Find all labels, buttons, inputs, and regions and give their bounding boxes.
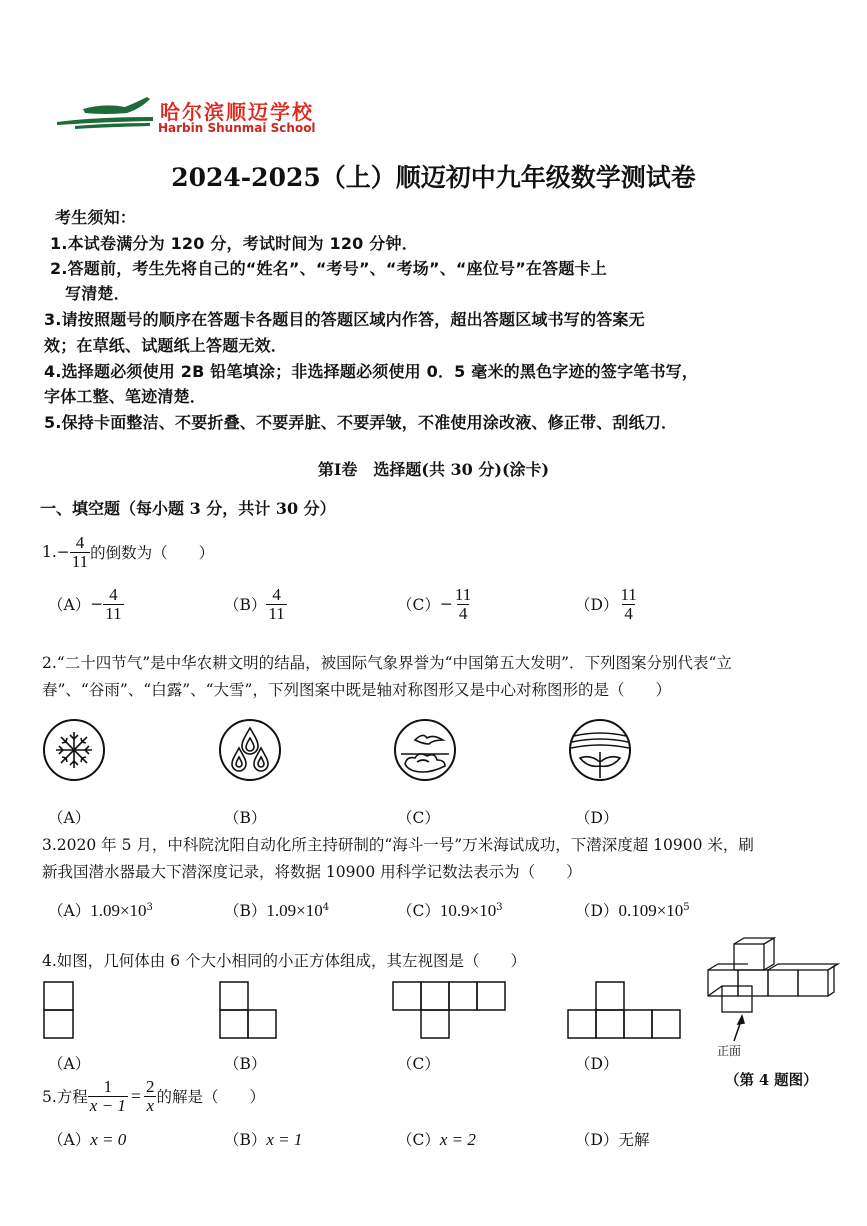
option-label: （C） xyxy=(397,902,440,920)
option-fraction xyxy=(103,586,123,623)
q1-option-a[interactable] xyxy=(48,586,124,623)
q1-num: 4 xyxy=(75,533,85,552)
q4-option-c[interactable]: （C） xyxy=(397,1055,440,1073)
q5-rhs-num: 2 xyxy=(145,1077,155,1096)
q3-line-2: 新我国潜水器最大下潜深度记录，将数据 10900 用科学记数法表示为（ ） xyxy=(42,863,582,881)
option-exp: 4 xyxy=(322,901,330,913)
q4-option-b-view xyxy=(220,982,278,1040)
option-text: 无解 xyxy=(618,1131,650,1149)
q2-line-1: 2.“二十四节气”是中华农耕文明的结晶，被国际气象界誉为“中国第五大发明”．下列图案分别代表“立 xyxy=(42,654,732,672)
q2-option-d[interactable]: （D） xyxy=(575,809,619,827)
option-base: 1.09×10 xyxy=(90,901,147,920)
q1-neg: − xyxy=(56,543,70,562)
q4-option-d[interactable]: （D） xyxy=(575,1055,619,1073)
q5-rhs-fraction xyxy=(144,1078,157,1115)
option-den: 11 xyxy=(268,603,285,623)
option-base: 0.109×10 xyxy=(618,901,684,920)
q4-option-c-view xyxy=(393,982,507,1040)
q5-lhs-den: x − 1 xyxy=(89,1095,126,1115)
option-label: （D） xyxy=(575,596,619,615)
q4-front-label: 正面 xyxy=(717,1044,742,1058)
exam-title: 2024-2025（上）顺迈初中九年级数学测试卷 xyxy=(171,163,696,192)
q4-option-a[interactable]: （A） xyxy=(48,1055,91,1073)
section-title: 一、填空题（每小题 3 分，共计 30 分） xyxy=(40,499,336,518)
q1-prefix: 1. xyxy=(42,543,57,562)
q5-option-c[interactable] xyxy=(397,1128,476,1150)
notice-line-4: 4.选择题必须使用 2B 铅笔填涂；非选择题必须使用 0．5 毫米的黑色字迹的签字笔书写， xyxy=(44,362,699,381)
q2-option-b[interactable]: （B） xyxy=(224,809,267,827)
option-den: 4 xyxy=(624,603,633,623)
q5-option-b[interactable] xyxy=(224,1128,302,1150)
q3-option-b[interactable] xyxy=(224,899,329,921)
q5-rhs-den: x xyxy=(146,1095,154,1115)
option-fraction xyxy=(618,586,638,623)
school-logo xyxy=(55,95,155,135)
option-fraction xyxy=(266,586,286,623)
option-base: 10.9×10 xyxy=(439,901,497,920)
option-label: （B） xyxy=(224,596,267,615)
q1-den: 11 xyxy=(71,551,89,571)
wheat-lines-icon xyxy=(568,718,632,782)
option-label: （A） xyxy=(48,596,91,615)
q4-text: 4.如图，几何体由 6 个大小相同的小正方体组成，其左视图是（ ） xyxy=(42,952,527,970)
notice-line-3: 3.请按照题号的顺序在答题卡各题目的答题区域内作答，超出答题区域书写的答案无 xyxy=(44,310,645,329)
option-exp: 3 xyxy=(146,901,153,913)
q1-option-d[interactable] xyxy=(575,586,639,623)
option-num: 4 xyxy=(109,585,118,604)
option-den: 4 xyxy=(458,603,468,623)
q5-prefix: 5.方程 xyxy=(42,1088,88,1107)
q1-option-c[interactable] xyxy=(397,586,473,623)
q5-option-d[interactable] xyxy=(575,1128,649,1150)
option-base: 1.09×10 xyxy=(266,901,323,920)
option-exp: 3 xyxy=(496,901,503,913)
q1-suffix: 的倒数为（ ） xyxy=(90,544,215,563)
option-label: （D） xyxy=(575,902,619,920)
q4-cubes-figure xyxy=(704,938,836,1048)
option-exp: 5 xyxy=(683,901,690,913)
option-num: 11 xyxy=(620,585,637,604)
notice-line-3b: 效；在草纸、试题纸上答题无效． xyxy=(44,336,288,355)
q5-equals: = xyxy=(130,1085,141,1106)
option-sign: − xyxy=(90,595,104,614)
bird-clouds-icon xyxy=(393,718,457,782)
q4-option-b[interactable]: （B） xyxy=(224,1055,267,1073)
question-1 xyxy=(42,534,214,571)
option-fraction xyxy=(453,586,473,623)
q4-figure-caption: （第 4 题图） xyxy=(725,1072,818,1089)
notice-heading: 考生须知： xyxy=(55,208,137,227)
notice-line-5: 5.保持卡面整洁、不要折叠、不要弄脏、不要弄皱，不准使用涂改液、修正带、刮纸刀． xyxy=(44,413,678,432)
school-name-en: Harbin Shunmai School xyxy=(158,121,316,135)
option-label: （C） xyxy=(397,1131,440,1149)
snowflake-icon xyxy=(42,718,106,782)
q2-line-2: 春”、“谷雨”、“白露”、“大雪”，下列图案中既是轴对称图形又是中心对称图形的是（ ） xyxy=(42,681,671,699)
q1-fraction xyxy=(70,534,90,571)
option-label: （B） xyxy=(224,1131,267,1149)
q1-option-b[interactable] xyxy=(224,586,287,623)
school-name-cn: 哈尔滨顺迈学校 xyxy=(160,100,314,124)
q5-suffix: 的解是（ ） xyxy=(156,1088,265,1107)
notice-line-4b: 字体工整、笔迹清楚． xyxy=(44,387,207,406)
q5-option-a[interactable] xyxy=(48,1128,126,1150)
q4-option-d-view xyxy=(568,982,682,1040)
part-title: 第Ⅰ卷 选择题(共 30 分)(涂卡) xyxy=(317,460,550,479)
option-label: （B） xyxy=(224,902,267,920)
option-label: （C） xyxy=(397,596,440,615)
option-num: 4 xyxy=(272,585,281,604)
raindrops-icon xyxy=(218,718,282,782)
q5-lhs-fraction xyxy=(88,1078,128,1115)
q3-option-c[interactable] xyxy=(397,899,503,921)
option-sign: − xyxy=(439,595,453,614)
option-den: 11 xyxy=(105,603,122,623)
option-label: （D） xyxy=(575,1131,619,1149)
option-text: x = 2 xyxy=(439,1130,476,1149)
option-text: x = 0 xyxy=(90,1130,127,1149)
q3-option-d[interactable] xyxy=(575,899,690,921)
notice-line-1: 1.本试卷满分为 120 分，考试时间为 120 分钟． xyxy=(50,234,418,253)
q4-option-a-view xyxy=(44,982,74,1040)
q2-option-c[interactable]: （C） xyxy=(397,809,440,827)
q5-lhs-num: 1 xyxy=(103,1077,113,1096)
option-text: x = 1 xyxy=(266,1130,303,1149)
q2-option-a[interactable]: （A） xyxy=(48,809,91,827)
option-label: （A） xyxy=(48,1131,91,1149)
q3-line-1: 3.2020 年 5 月，中科院沈阳自动化所主持研制的“海斗一号”万米海试成功，下潜深度超 10900 米，刷 xyxy=(42,836,754,854)
option-num: 11 xyxy=(454,585,472,604)
notice-line-2: 2.答题前，考生先将自己的“姓名”、“考号”、“考场”、“座位号”在答题卡上 xyxy=(50,259,607,278)
q3-option-a[interactable] xyxy=(48,899,153,921)
option-label: （A） xyxy=(48,902,91,920)
notice-line-2b: 写清楚． xyxy=(65,284,130,303)
question-5 xyxy=(42,1078,265,1115)
